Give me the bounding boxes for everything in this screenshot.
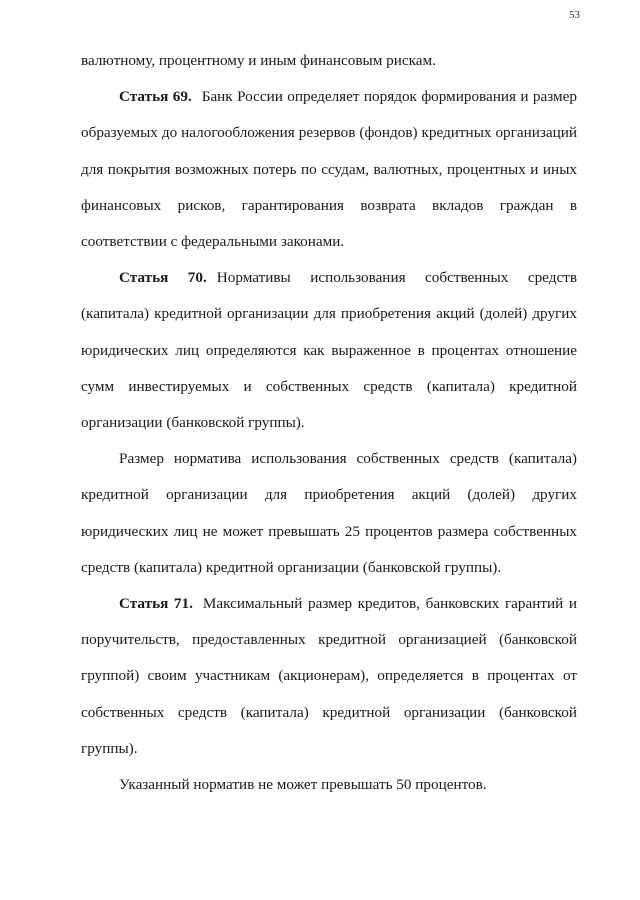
paragraph-normative-size bbox=[81, 441, 577, 586]
article-69 bbox=[81, 79, 577, 260]
paragraph-normative-limit bbox=[81, 767, 577, 803]
page-number: 53 bbox=[569, 9, 580, 21]
paragraph-text: валютному, процентному и иным финансовым рискам. bbox=[81, 52, 436, 69]
article-71 bbox=[81, 586, 577, 767]
paragraph-text: Указанный норматив не может превышать 50 процентов. bbox=[119, 776, 487, 794]
article-70 bbox=[81, 260, 577, 441]
article-text: Банк России определяет порядок формирования и размер образуемых до налогообложения резервов (фондов) кредитных организаций для покрытия возможных потерь по ссудам, валютных, процентных и иных финансовых рисков, гарантирования возврата вкладов граждан в соответствии с федеральными законами. bbox=[81, 88, 577, 251]
article-title: Статья 71. bbox=[119, 595, 193, 613]
paragraph-text: Размер норматива использования собственных средств (капитала) кредитной организации для приобретения акций (долей) других юридических лиц не может превышать 25 процентов размера собственных средств (капитала) кредитной организации (банковской группы). bbox=[81, 450, 577, 576]
paragraph-continuation bbox=[81, 43, 577, 79]
article-title: Статья 69. bbox=[119, 88, 192, 106]
article-text: Максимальный размер кредитов, банковских гарантий и поручительств, предоставленных кредитной организацией (банковской группой) своим участникам (акционерам), определяется в процентах от собственных средств (капитала) кредитной организации (банковской группы). bbox=[81, 595, 577, 757]
article-text: Нормативы использования собственных средств (капитала) кредитной организации для приобретения акций (долей) других юридических лиц определяются как выраженное в процентах отношение сумм инвестируемых и собственных средств (капитала) кредитной организации (банковской группы). bbox=[81, 269, 577, 432]
document-body bbox=[81, 43, 577, 803]
article-title: Статья 70. bbox=[119, 269, 207, 287]
